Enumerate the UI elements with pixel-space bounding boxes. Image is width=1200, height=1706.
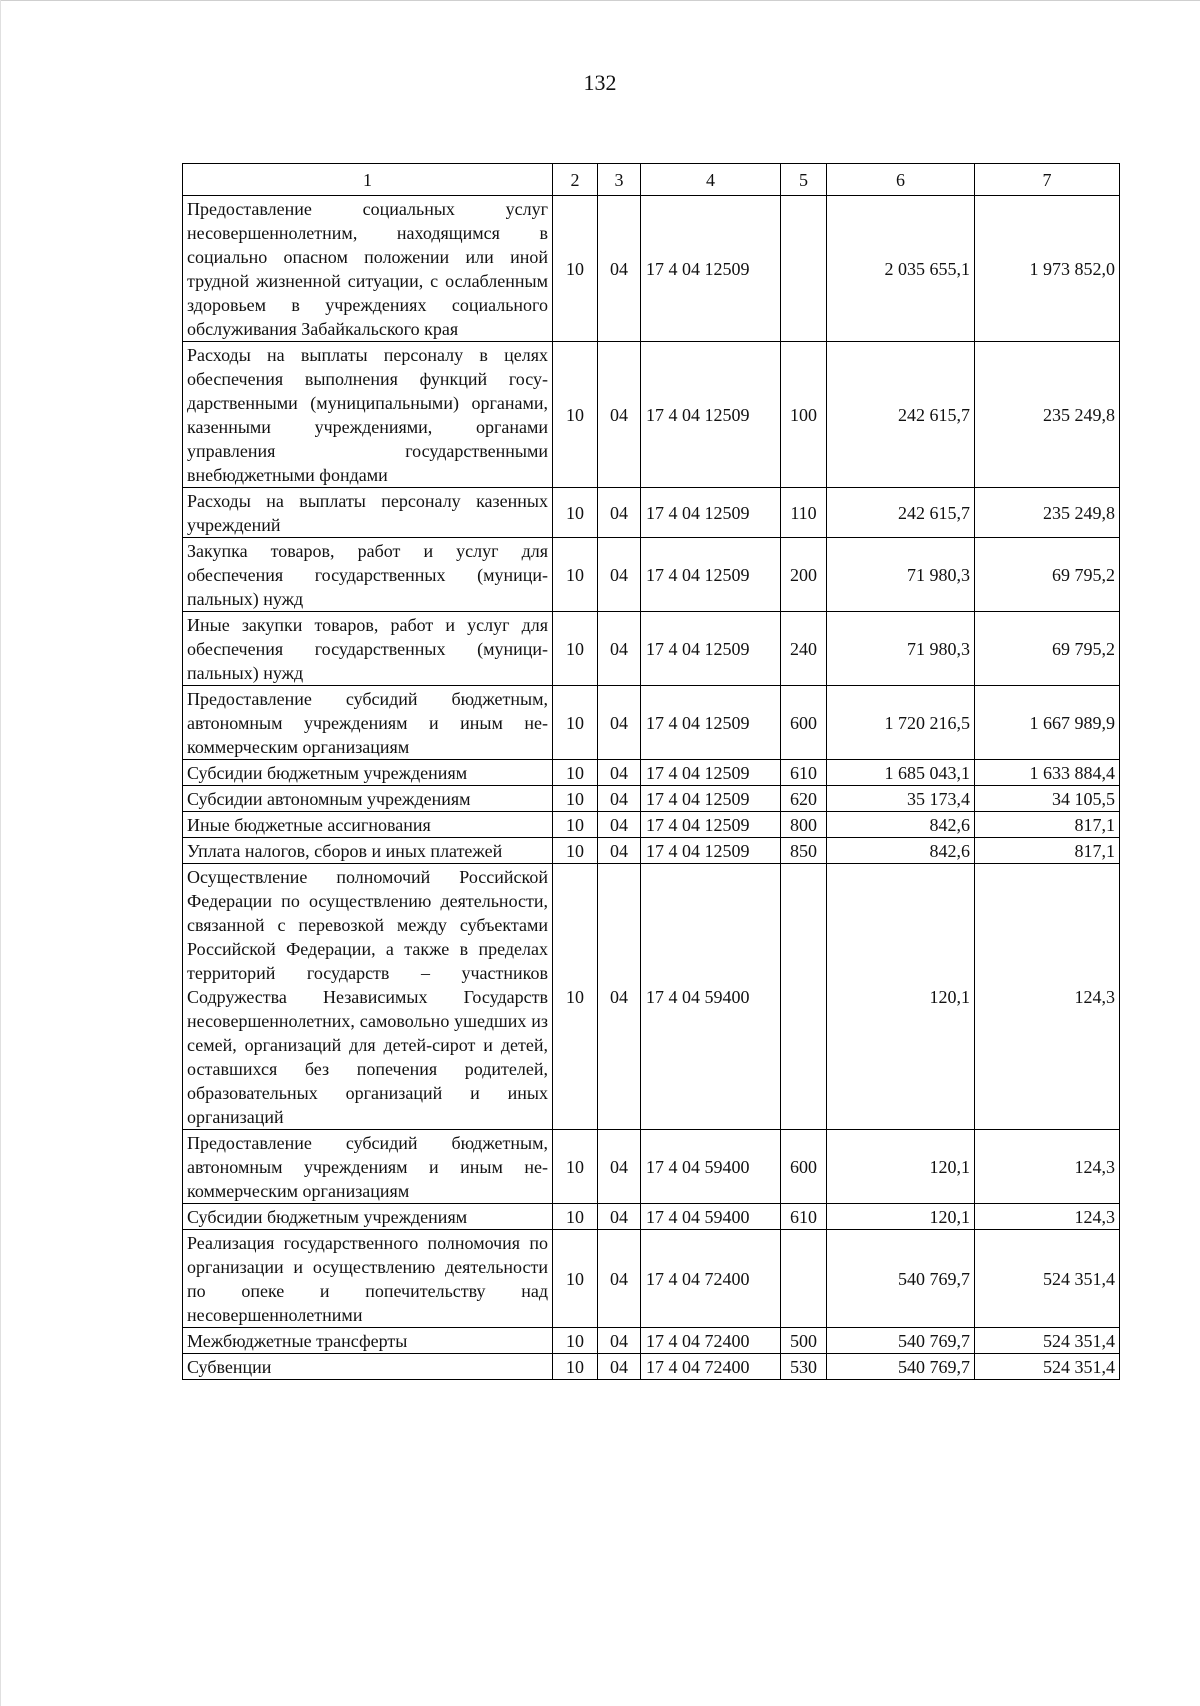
expense-type-code: 610 [781,760,827,786]
table-row [183,342,1120,488]
section-code: 10 [553,538,598,612]
expense-type-code [781,1230,827,1328]
target-article-code: 17 4 04 12509 [641,838,781,864]
section-code: 10 [553,1230,598,1328]
column-header: 3 [598,164,641,196]
scan-left-edge [0,0,1,1706]
amount-col-7: 524 351,4 [975,1354,1120,1380]
column-header: 6 [827,164,975,196]
section-code: 10 [553,838,598,864]
expense-type-code [781,864,827,1130]
table-row [183,488,1120,538]
table-row [183,538,1120,612]
amount-col-6: 1 720 216,5 [827,686,975,760]
row-description: Закупка товаров, работ и услуг для обеспечения государственных (муниципальных) нужд [183,538,553,612]
target-article-code: 17 4 04 12509 [641,686,781,760]
section-code: 10 [553,864,598,1130]
expense-type-code: 110 [781,488,827,538]
target-article-code: 17 4 04 12509 [641,812,781,838]
target-article-code: 17 4 04 59400 [641,864,781,1130]
subsection-code: 04 [598,538,641,612]
subsection-code: 04 [598,864,641,1130]
target-article-code: 17 4 04 12509 [641,786,781,812]
expense-type-code: 240 [781,612,827,686]
table-row [183,612,1120,686]
expense-type-code: 850 [781,838,827,864]
section-code: 10 [553,760,598,786]
amount-col-7: 1 667 989,9 [975,686,1120,760]
section-code: 10 [553,612,598,686]
column-header: 5 [781,164,827,196]
row-description: Межбюджетные трансферты [183,1328,553,1354]
row-description: Субвенции [183,1354,553,1380]
section-code: 10 [553,812,598,838]
table-row [183,864,1120,1130]
amount-col-6: 120,1 [827,1204,975,1230]
expense-type-code: 800 [781,812,827,838]
column-header: 7 [975,164,1120,196]
subsection-code: 04 [598,760,641,786]
row-description: Иные бюджетные ассигнования [183,812,553,838]
row-description: Расходы на выплаты персоналу в целях обеспечения выполнения функций государственными (муниципальными) органами, казенными учреждениями, органами управления государственными внебюджетными фондами [183,342,553,488]
amount-col-6: 35 173,4 [827,786,975,812]
section-code: 10 [553,1130,598,1204]
target-article-code: 17 4 04 12509 [641,612,781,686]
amount-col-7: 34 105,5 [975,786,1120,812]
expense-type-code: 530 [781,1354,827,1380]
amount-col-6: 540 769,7 [827,1354,975,1380]
amount-col-7: 817,1 [975,812,1120,838]
target-article-code: 17 4 04 12509 [641,488,781,538]
expense-type-code [781,196,827,342]
subsection-code: 04 [598,812,641,838]
subsection-code: 04 [598,686,641,760]
table-row [183,1354,1120,1380]
target-article-code: 17 4 04 72400 [641,1328,781,1354]
row-description: Предоставление субсидий бюджетным, автономным учреждениям и иным некоммерческим организациям [183,686,553,760]
amount-col-6: 842,6 [827,838,975,864]
section-code: 10 [553,1354,598,1380]
row-description: Предоставление субсидий бюджетным, автономным учреждениям и иным некоммерческим организациям [183,1130,553,1204]
target-article-code: 17 4 04 59400 [641,1130,781,1204]
subsection-code: 04 [598,488,641,538]
amount-col-6: 71 980,3 [827,612,975,686]
row-description: Субсидии автономным учреждениям [183,786,553,812]
subsection-code: 04 [598,838,641,864]
table-row [183,1328,1120,1354]
target-article-code: 17 4 04 72400 [641,1354,781,1380]
target-article-code: 17 4 04 12509 [641,342,781,488]
column-header: 2 [553,164,598,196]
expense-type-code: 500 [781,1328,827,1354]
budget-table [182,163,1120,1380]
expense-type-code: 600 [781,686,827,760]
expense-type-code: 610 [781,1204,827,1230]
amount-col-7: 69 795,2 [975,612,1120,686]
amount-col-6: 242 615,7 [827,488,975,538]
subsection-code: 04 [598,1204,641,1230]
amount-col-7: 1 633 884,4 [975,760,1120,786]
section-code: 10 [553,1328,598,1354]
section-code: 10 [553,342,598,488]
subsection-code: 04 [598,1230,641,1328]
target-article-code: 17 4 04 12509 [641,196,781,342]
section-code: 10 [553,1204,598,1230]
expense-type-code: 100 [781,342,827,488]
table-row [183,838,1120,864]
subsection-code: 04 [598,1328,641,1354]
subsection-code: 04 [598,1354,641,1380]
table-row [183,1204,1120,1230]
expense-type-code: 200 [781,538,827,612]
section-code: 10 [553,686,598,760]
target-article-code: 17 4 04 12509 [641,760,781,786]
subsection-code: 04 [598,196,641,342]
subsection-code: 04 [598,612,641,686]
section-code: 10 [553,786,598,812]
row-description: Реализация государственного полномочия по организации и осуществлению деятельности по опеке и попечительству над несовершеннолетними [183,1230,553,1328]
column-header: 1 [183,164,553,196]
amount-col-6: 2 035 655,1 [827,196,975,342]
amount-col-6: 1 685 043,1 [827,760,975,786]
row-description: Иные закупки товаров, работ и услуг для обеспечения государственных (муниципальных) нужд [183,612,553,686]
amount-col-7: 124,3 [975,1204,1120,1230]
table-row [183,686,1120,760]
amount-col-6: 120,1 [827,864,975,1130]
column-header: 4 [641,164,781,196]
table-row [183,196,1120,342]
row-description: Предоставление социальных услуг несовершеннолетним, находящимся в социально опасном положении или иной трудной жизненной ситуации, с ослабленным здоровьем в учреждениях социального обслуживания Забайкальского края [183,196,553,342]
subsection-code: 04 [598,1130,641,1204]
table-row [183,812,1120,838]
table-body [183,196,1120,1380]
target-article-code: 17 4 04 59400 [641,1204,781,1230]
amount-col-7: 817,1 [975,838,1120,864]
amount-col-7: 524 351,4 [975,1328,1120,1354]
amount-col-6: 842,6 [827,812,975,838]
table-row [183,786,1120,812]
amount-col-6: 71 980,3 [827,538,975,612]
table-row [183,1230,1120,1328]
expense-type-code: 620 [781,786,827,812]
row-description: Уплата налогов, сборов и иных платежей [183,838,553,864]
target-article-code: 17 4 04 12509 [641,538,781,612]
amount-col-7: 1 973 852,0 [975,196,1120,342]
amount-col-7: 524 351,4 [975,1230,1120,1328]
row-description: Субсидии бюджетным учреждениям [183,1204,553,1230]
subsection-code: 04 [598,342,641,488]
table-row [183,1130,1120,1204]
amount-col-6: 242 615,7 [827,342,975,488]
row-description: Субсидии бюджетным учреждениям [183,760,553,786]
section-code: 10 [553,488,598,538]
amount-col-7: 235 249,8 [975,342,1120,488]
target-article-code: 17 4 04 72400 [641,1230,781,1328]
subsection-code: 04 [598,786,641,812]
amount-col-7: 124,3 [975,1130,1120,1204]
table-row [183,760,1120,786]
header-row [183,164,1120,196]
page-number: 132 [583,70,617,95]
expense-type-code: 600 [781,1130,827,1204]
amount-col-7: 235 249,8 [975,488,1120,538]
section-code: 10 [553,196,598,342]
scan-top-edge [0,0,1200,1]
row-description: Расходы на выплаты персоналу казенных учреждений [183,488,553,538]
amount-col-6: 540 769,7 [827,1230,975,1328]
amount-col-7: 124,3 [975,864,1120,1130]
amount-col-6: 540 769,7 [827,1328,975,1354]
row-description: Осуществление полномочий Российской Федерации по осуществлению деятельности, связанной с перевозкой между субъектами Российской Федерации, а также в пределах территорий государств – участников Содружества Независимых Государств несовершеннолетних, самовольно ушедших из семей, организаций для детей-сирот и детей, оставшихся без попечения родителей, образовательных организаций и иных организаций [183,864,553,1130]
amount-col-7: 69 795,2 [975,538,1120,612]
amount-col-6: 120,1 [827,1130,975,1204]
